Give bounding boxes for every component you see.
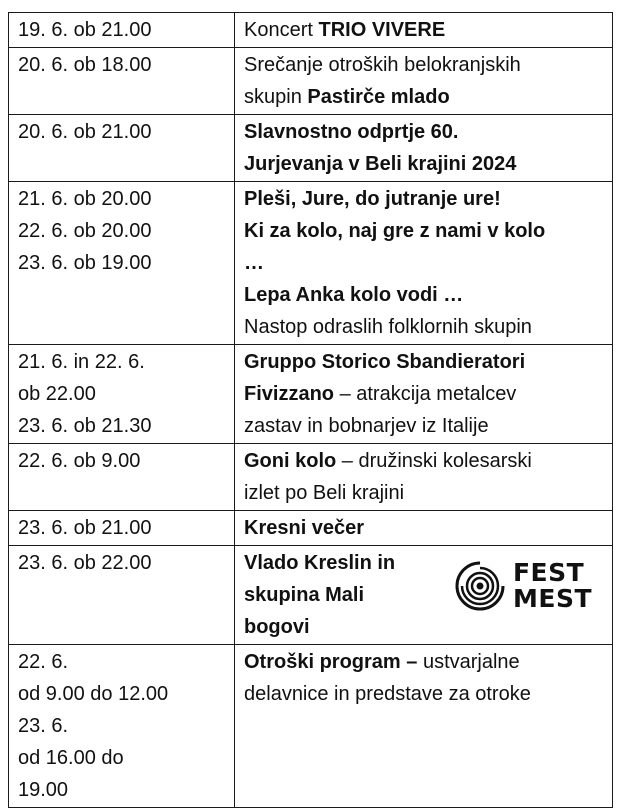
fest-mest-logo <box>455 560 592 612</box>
event-title: skupina Mali <box>244 584 365 606</box>
table-row <box>9 645 613 808</box>
date-cell <box>9 345 235 444</box>
table-row <box>9 546 613 645</box>
date-line: 23. 6. <box>18 715 69 737</box>
fest-mest-wordmark <box>513 560 592 612</box>
event-title: Kresni večer <box>244 517 365 539</box>
event-schedule-table <box>8 12 613 808</box>
date-line: 19. 6. ob 21.00 <box>18 19 152 41</box>
event-line <box>244 678 606 710</box>
date-cell <box>9 182 235 345</box>
event-line <box>244 646 606 678</box>
event-text: – atrakcija metalcev <box>334 383 517 405</box>
date-line: ob 22.00 <box>18 383 96 405</box>
date-line: 19.00 <box>18 779 69 801</box>
event-cell <box>235 645 613 808</box>
date-line: 23. 6. ob 21.00 <box>18 517 152 539</box>
date-line: 23. 6. ob 21.30 <box>18 415 152 437</box>
event-text: izlet po Beli krajini <box>244 482 405 504</box>
date-line: 20. 6. ob 18.00 <box>18 54 152 76</box>
event-title: Vlado Kreslin in <box>244 552 396 574</box>
event-line <box>244 611 606 643</box>
event-text: Koncert <box>244 19 319 41</box>
event-line <box>244 279 606 311</box>
event-title: Lepa Anka kolo vodi … <box>244 284 464 306</box>
date-cell <box>9 511 235 546</box>
date-line: 23. 6. ob 22.00 <box>18 552 152 574</box>
event-line <box>244 14 606 46</box>
date-line: od 16.00 do <box>18 747 124 769</box>
event-cell <box>235 182 613 345</box>
fest-mest-emblem-icon <box>455 561 505 611</box>
event-cell <box>235 511 613 546</box>
event-line <box>244 215 606 247</box>
date-line: 22. 6. <box>18 651 69 673</box>
date-line: 20. 6. ob 21.00 <box>18 121 152 143</box>
event-line <box>244 81 606 113</box>
date-line: 22. 6. ob 9.00 <box>18 450 141 472</box>
logo-word-2: MEST <box>512 584 592 613</box>
event-title: Fivizzano <box>244 383 335 405</box>
date-cell <box>9 444 235 511</box>
event-line <box>244 477 606 509</box>
date-line: 21. 6. ob 20.00 <box>18 188 152 210</box>
event-cell <box>235 345 613 444</box>
event-text: skupin <box>244 86 308 108</box>
date-cell <box>9 48 235 115</box>
event-text: zastav in bobnarjev iz Italije <box>244 415 489 437</box>
date-line: od 9.00 do 12.00 <box>18 683 169 705</box>
event-line <box>244 183 606 215</box>
event-line <box>244 148 606 180</box>
date-cell <box>9 546 235 645</box>
event-title: Jurjevanja v Beli krajini 2024 <box>244 153 517 175</box>
date-cell <box>9 13 235 48</box>
table-row <box>9 511 613 546</box>
event-title: Goni kolo <box>244 450 337 472</box>
event-line <box>244 512 606 544</box>
event-text: Srečanje otroških belokranjskih <box>244 54 521 76</box>
date-cell <box>9 115 235 182</box>
event-title: Gruppo Storico Sbandieratori <box>244 351 526 373</box>
event-line <box>244 445 606 477</box>
date-cell <box>9 645 235 808</box>
event-cell <box>235 444 613 511</box>
table-row <box>9 444 613 511</box>
event-title: Ki za kolo, naj gre z nami v kolo <box>244 220 546 242</box>
event-title: Otroški program – <box>244 651 418 673</box>
event-line <box>244 116 606 148</box>
event-text: – družinski kolesarski <box>336 450 532 472</box>
table-row <box>9 345 613 444</box>
logo-word-1: FEST <box>512 558 585 587</box>
event-title: bogovi <box>244 616 310 638</box>
event-line <box>244 346 606 378</box>
date-line: 22. 6. ob 20.00 <box>18 220 152 242</box>
table-row <box>9 13 613 48</box>
event-text: delavnice in predstave za otroke <box>244 683 531 705</box>
date-line: 21. 6. in 22. 6. <box>18 351 145 373</box>
table-row <box>9 115 613 182</box>
event-cell <box>235 48 613 115</box>
schedule-body <box>9 13 613 808</box>
event-line <box>244 49 606 81</box>
event-title: TRIO VIVERE <box>318 19 446 41</box>
event-title: … <box>244 252 264 274</box>
event-line <box>244 410 606 442</box>
event-title: Pleši, Jure, do jutranje ure! <box>244 188 501 210</box>
table-row <box>9 48 613 115</box>
event-line <box>244 247 606 279</box>
event-cell <box>235 13 613 48</box>
event-line <box>244 378 606 410</box>
event-line <box>244 311 606 343</box>
table-row <box>9 182 613 345</box>
event-title: Slavnostno odprtje 60. <box>244 121 459 143</box>
date-line: 23. 6. ob 19.00 <box>18 252 152 274</box>
event-cell <box>235 546 613 645</box>
event-text: Nastop odraslih folklornih skupin <box>244 316 532 338</box>
event-cell <box>235 115 613 182</box>
event-title: Pastirče mlado <box>307 86 450 108</box>
event-text: ustvarjalne <box>417 651 520 673</box>
